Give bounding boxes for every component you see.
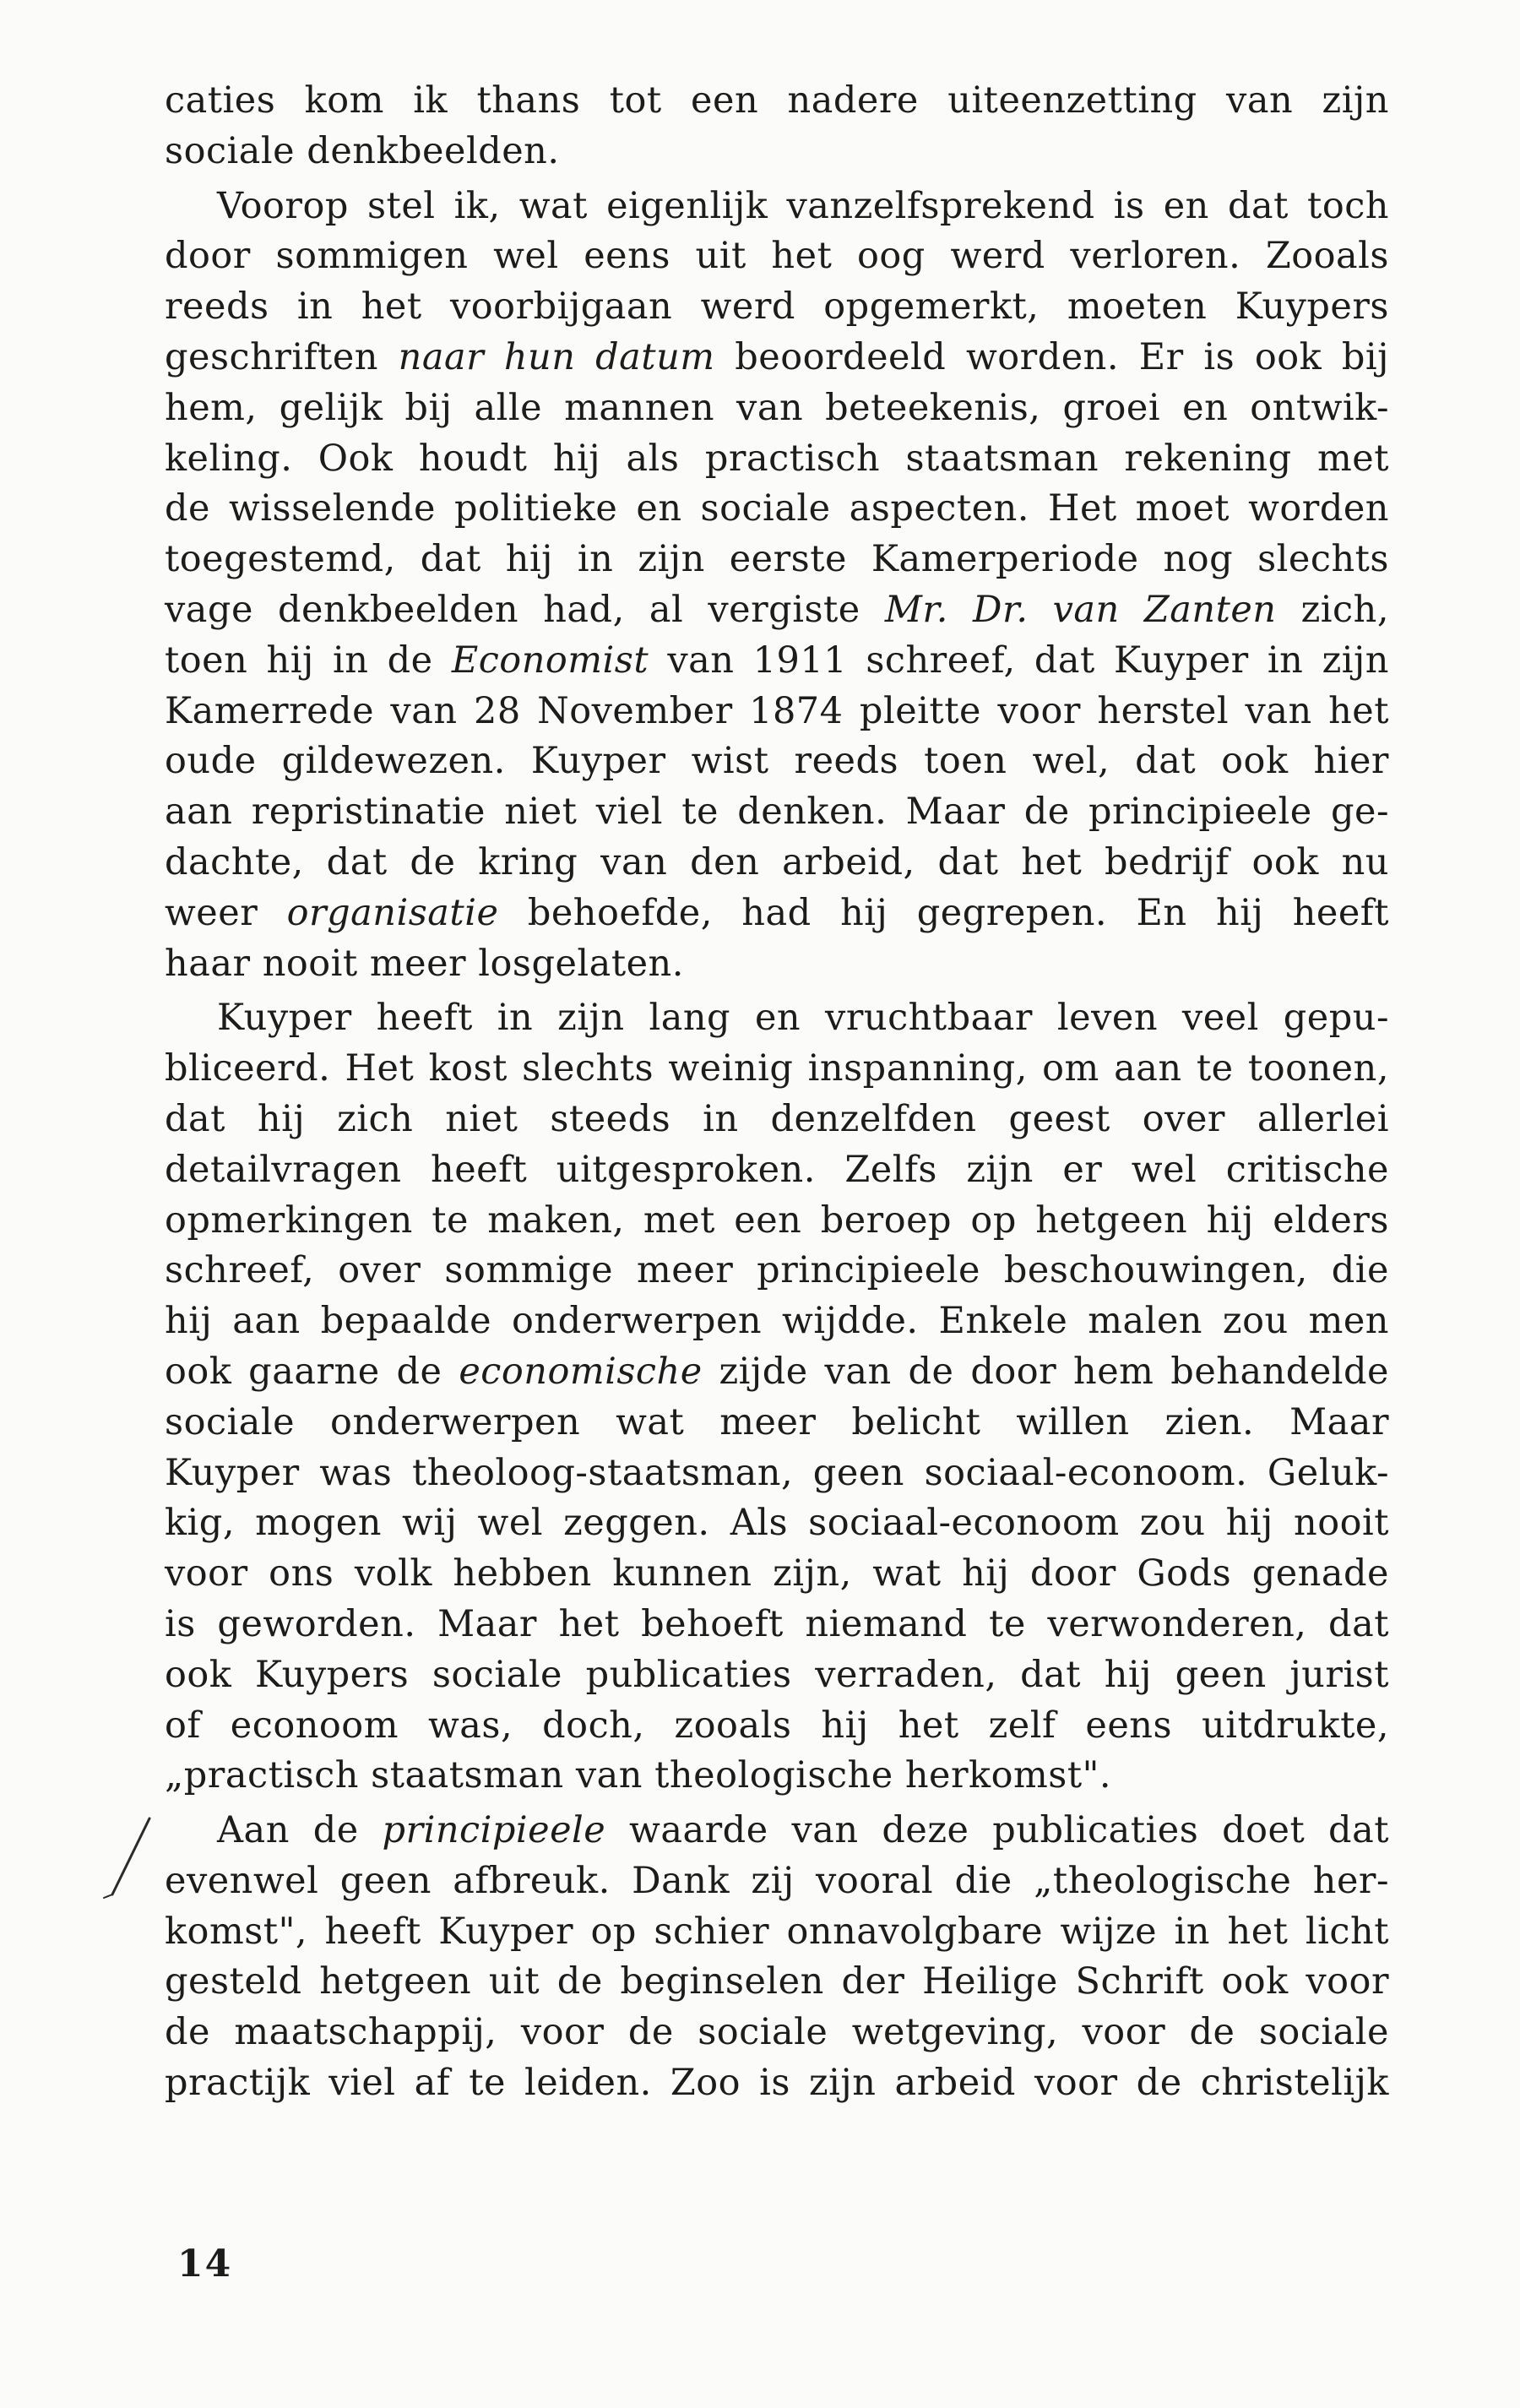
text-line: toen hij in de Economist van 1911 schreef, dat Kuyper in zijn <box>165 639 1389 682</box>
text-line: schreef, over sommige meer principieele beschouwingen, die <box>165 1249 1389 1292</box>
page-number: 14 <box>177 2242 233 2286</box>
text-line: of econoom was, doch, zooals hij het zelf eens uitdrukte, <box>165 1704 1389 1747</box>
italic-phrase: principieele <box>382 1809 606 1852</box>
text-line: caties kom ik thans tot een nadere uiteenzetting van zijn <box>165 79 1389 122</box>
italic-phrase: economische <box>459 1350 703 1393</box>
italic-phrase: organisatie <box>286 891 499 934</box>
text-line: hij aan bepaalde onderwerpen wijdde. Enkele malen zou men <box>165 1300 1389 1343</box>
pencil-margin-mark <box>97 1812 156 1905</box>
body-text <box>165 76 1389 2109</box>
text-line: practijk viel af te leiden. Zoo is zijn arbeid voor de christelijk <box>165 2062 1389 2105</box>
paragraph-first-line: Aan de principieele waarde van deze publicaties doet dat <box>217 1809 1389 1852</box>
text-line: weer organisatie behoefde, had hij gegrepen. En hij heeft <box>165 891 1389 934</box>
text-line: bliceerd. Het kost slechts weinig inspanning, om aan te toonen, <box>165 1047 1389 1090</box>
text-line: Kuyper was theoloog-staatsman, geen sociaal-econoom. Geluk- <box>165 1451 1389 1494</box>
text-line: de maatschappij, voor de sociale wetgeving, voor de sociale <box>165 2011 1389 2054</box>
text-line: dachte, dat de kring van den arbeid, dat het bedrijf ook nu <box>165 840 1389 883</box>
text-line: door sommigen wel eens uit het oog werd verloren. Zooals <box>165 235 1389 278</box>
text-line: opmerkingen te maken, met een beroep op hetgeen hij elders <box>165 1199 1389 1242</box>
text-line: ook gaarne de economische zijde van de door hem behandelde <box>165 1350 1389 1393</box>
text-line: „practisch staatsman van theologische herkomst". <box>165 1754 1112 1797</box>
text-line: komst", heeft Kuyper op schier onnavolgbare wijze in het licht <box>165 1910 1389 1953</box>
text-line: detailvragen heeft uitgesproken. Zelfs zijn er wel critische <box>165 1148 1389 1191</box>
text-line: toegestemd, dat hij in zijn eerste Kamerperiode nog slechts <box>165 538 1389 581</box>
italic-phrase: naar hun datum <box>398 335 715 378</box>
text-line: voor ons volk hebben kunnen zijn, wat hij door Gods genade <box>165 1552 1389 1595</box>
text-line: hem, gelijk bij alle mannen van beteekenis, groei en ontwik- <box>165 386 1389 429</box>
text-line: Kamerrede van 28 November 1874 pleitte voor herstel van het <box>165 689 1389 732</box>
text-line: haar nooit meer losgelaten. <box>165 942 684 985</box>
text-line: vage denkbeelden had, al vergiste Mr. Dr. van Zanten zich, <box>165 588 1389 631</box>
text-line: sociale onderwerpen wat meer belicht willen zien. Maar <box>165 1400 1389 1443</box>
text-line: evenwel geen afbreuk. Dank zij vooral die „theologische her- <box>165 1859 1389 1902</box>
paragraph-first-line: Voorop stel ik, wat eigenlijk vanzelfsprekend is en dat toch <box>217 184 1389 227</box>
text-line: ook Kuypers sociale publicaties verraden, dat hij geen jurist <box>165 1653 1389 1696</box>
text-line: keling. Ook houdt hij als practisch staatsman rekening met <box>165 437 1389 480</box>
text-line: geschriften naar hun datum beoordeeld worden. Er is ook bij <box>165 335 1389 378</box>
text-line: kig, mogen wij wel zeggen. Als sociaal-econoom zou hij nooit <box>165 1502 1389 1545</box>
text-line: de wisselende politieke en sociale aspecten. Het moet worden <box>165 487 1389 530</box>
text-line: reeds in het voorbijgaan werd opgemerkt, moeten Kuypers <box>165 285 1389 329</box>
paragraph-first-line: Kuyper heeft in zijn lang en vruchtbaar leven veel gepu- <box>217 997 1389 1040</box>
text-line: sociale denkbeelden. <box>165 129 560 172</box>
text-line: dat hij zich niet steeds in denzelfden geest over allerlei <box>165 1097 1389 1140</box>
italic-phrase: Economist <box>451 639 649 682</box>
text-line: gesteld hetgeen uit de beginselen der Heilige Schrift ook voor <box>165 1960 1389 2003</box>
text-line: is geworden. Maar het behoeft niemand te verwonderen, dat <box>165 1602 1389 1645</box>
text-line: aan repristinatie niet viel te denken. Maar de principieele ge- <box>165 791 1389 834</box>
italic-phrase: Mr. Dr. van Zanten <box>884 588 1277 631</box>
text-line: oude gildewezen. Kuyper wist reeds toen wel, dat ook hier <box>165 740 1389 783</box>
